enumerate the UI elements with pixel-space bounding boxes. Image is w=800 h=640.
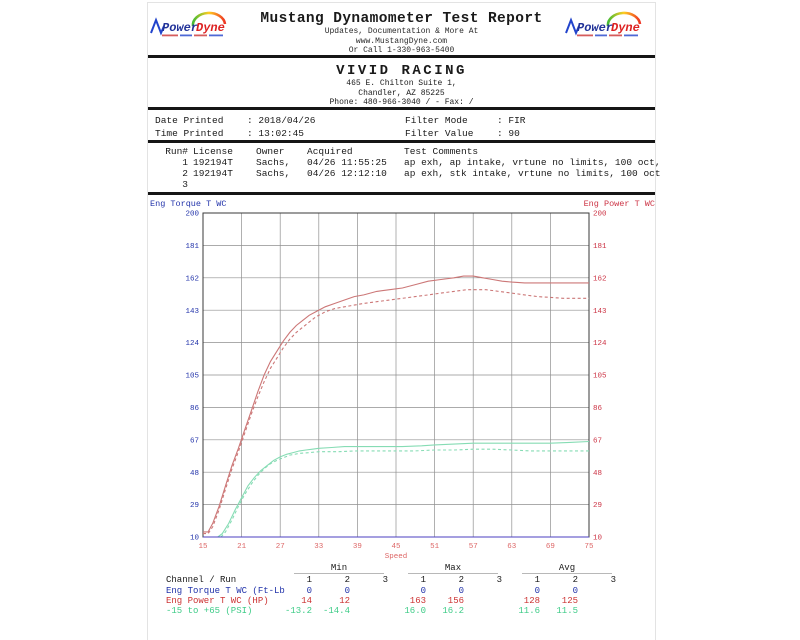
stats-value: 1	[534, 575, 540, 586]
stats-value: 1	[420, 575, 426, 586]
filter-value-value: : 90	[497, 127, 520, 139]
stats-value: 3	[610, 575, 616, 586]
stats-value: 0	[306, 585, 312, 596]
shop-address-2: Chandler, AZ 85225	[358, 88, 445, 98]
stats-value: 0	[458, 585, 464, 596]
x-tick-label: 51	[430, 543, 440, 551]
run-comments	[404, 179, 655, 190]
stats-value	[582, 606, 620, 616]
left-y-tick-label: 143	[185, 307, 199, 316]
run-comments: ap exh, stk intake, vrtune no limits, 100 oct	[404, 168, 661, 179]
stats-value	[354, 596, 392, 606]
run-run: 2	[182, 168, 188, 179]
run-acquired: 04/26 12:12:10	[307, 168, 387, 179]
right-y-tick-label: 162	[593, 275, 607, 284]
run-owner: Sachs,	[256, 157, 291, 168]
right-y-tick-label: 86	[593, 405, 603, 413]
stats-value: 11.6	[518, 606, 540, 617]
stats-value: 156	[447, 595, 464, 606]
shop-phone-fax: Phone: 480-966-3040 / - Fax: /	[329, 98, 474, 107]
series-boost-psi-run-1	[218, 442, 589, 538]
stats-value: 0	[534, 585, 540, 596]
stats-value: -13.2	[284, 606, 312, 617]
stats-value	[468, 596, 506, 606]
dyno-chart	[148, 195, 657, 563]
shop-block	[148, 58, 655, 107]
x-tick-label: 75	[584, 543, 594, 551]
run-owner: Sachs,	[256, 168, 291, 179]
runs-header-owner: Owner	[256, 146, 285, 157]
runs-body	[148, 157, 661, 190]
stats-group-header: Avg	[522, 563, 612, 574]
powerdyne-logo-left	[148, 11, 240, 41]
filter-mode-value: : FIR	[497, 115, 526, 126]
run-license: 192194T	[193, 157, 233, 168]
right-axis-title: Eng Power T WC	[583, 199, 655, 209]
x-tick-label: 69	[545, 543, 555, 551]
stats-row-label: Eng Torque T WC (Ft-Lb	[166, 585, 285, 596]
right-y-tick-label: 200	[593, 210, 607, 219]
run-owner	[256, 179, 302, 190]
run-acquired	[307, 179, 399, 190]
right-y-tick-label: 67	[593, 437, 603, 446]
series-boost-psi-run-2	[221, 449, 589, 537]
right-y-tick-label: 181	[593, 243, 607, 251]
stats-value	[468, 606, 506, 616]
left-y-tick-label: 124	[185, 340, 199, 349]
filter-mode-label: Filter Mode	[405, 115, 468, 126]
stats-value: 0	[344, 585, 350, 596]
stats-value	[354, 586, 392, 596]
x-tick-label: 45	[391, 543, 401, 551]
report-subtitle-url: www.MustangDyne.com	[355, 36, 448, 46]
right-y-tick-label: 124	[593, 340, 607, 349]
stats-value: 11.5	[556, 606, 578, 617]
runs-header-acquired: Acquired	[307, 146, 353, 157]
powerdyne-logo-right	[563, 11, 655, 41]
stats-value	[354, 606, 392, 616]
right-y-tick-label: 29	[593, 502, 603, 511]
run-acquired: 04/26 11:55:25	[307, 157, 387, 168]
run-row	[148, 157, 661, 168]
stats-value: 0	[572, 585, 578, 596]
run-license	[193, 179, 251, 190]
right-y-tick-label: 143	[593, 307, 607, 316]
stats-value	[582, 586, 620, 596]
left-y-tick-label: 86	[189, 405, 199, 413]
report-subtitle-1: Updates, Documentation & More At	[324, 27, 479, 36]
stats-value: 16.2	[442, 606, 464, 617]
left-y-tick-label: 105	[185, 372, 199, 381]
left-y-tick-label: 48	[189, 469, 199, 478]
run-comments: ap exh, ap intake, vrtune no limits, 100 oct,	[404, 157, 661, 168]
run-run: 3	[182, 179, 188, 190]
stats-value: -14.4	[322, 606, 350, 617]
stats-value: 163	[409, 595, 426, 606]
right-y-tick-label: 105	[593, 372, 607, 381]
x-tick-label: 15	[198, 543, 208, 551]
logo-power-text: Power	[162, 21, 199, 35]
stats-value: 16.0	[404, 606, 426, 617]
stats-value: 3	[382, 575, 388, 586]
left-y-tick-label: 162	[185, 275, 199, 284]
time-printed-value: : 13:02:45	[247, 127, 305, 139]
dyno-chart-section	[148, 195, 655, 563]
stats-value: 3	[496, 575, 502, 586]
left-y-tick-label: 29	[189, 502, 199, 511]
report-page	[147, 2, 661, 640]
logo-dyne-text: Dyne	[196, 21, 225, 35]
stats-value: 12	[339, 595, 350, 606]
x-tick-label: 33	[314, 543, 324, 551]
stats-value: 1	[306, 575, 312, 586]
date-printed-label: Date Printed	[155, 115, 224, 126]
filter-value-label: Filter Value	[405, 127, 474, 139]
x-tick-label: 39	[352, 543, 362, 551]
x-tick-label: 27	[275, 543, 285, 551]
run-row	[148, 179, 655, 190]
stats-value: 2	[458, 575, 464, 586]
run-run: 1	[182, 157, 188, 168]
stats-row-label: -15 to +65 (PSI)	[166, 606, 253, 617]
print-info	[148, 110, 655, 140]
left-y-tick-label: 67	[189, 437, 199, 446]
left-y-tick-label: 10	[189, 534, 199, 543]
logo-dyne-text: Dyne	[611, 21, 640, 35]
stats-value: 125	[561, 595, 578, 606]
report-header	[148, 11, 655, 55]
stats-table	[148, 563, 655, 616]
date-printed-value: : 2018/04/26	[247, 115, 316, 126]
stats-corner	[148, 563, 278, 575]
stats-grid	[148, 563, 655, 616]
x-tick-label: 57	[468, 543, 478, 551]
stats-row-label: Eng Power T WC (HP)	[166, 595, 269, 606]
runs-table	[148, 143, 661, 192]
x-axis-title: Speed	[384, 553, 408, 561]
stats-value: 2	[344, 575, 350, 586]
run-row	[148, 168, 661, 179]
runs-header-run: Run#	[165, 146, 188, 157]
x-tick-label: 63	[507, 543, 517, 551]
runs-header-comments: Test Comments	[404, 146, 479, 157]
stats-value: 14	[301, 595, 312, 606]
right-y-tick-label: 10	[593, 534, 603, 543]
x-tick-label: 21	[237, 543, 247, 551]
right-y-tick-label: 48	[593, 469, 603, 478]
stats-group-header: Min	[294, 563, 384, 574]
stats-value: 128	[523, 595, 540, 606]
time-printed-label: Time Printed	[155, 127, 224, 139]
stats-row-label: Channel / Run	[166, 575, 237, 586]
stats-value: 2	[572, 575, 578, 586]
logo-power-text: Power	[577, 21, 614, 35]
left-y-tick-label: 200	[185, 210, 199, 219]
shop-name: VIVID RACING	[336, 63, 467, 79]
runs-header-row	[148, 146, 655, 157]
run-license: 192194T	[193, 168, 233, 179]
stats-value: 0	[420, 585, 426, 596]
shop-address-1: 465 E. Chilton Suite 1,	[346, 79, 457, 88]
report-subtitle-phone: Or Call 1-330-963-5400	[348, 46, 455, 55]
report-title: Mustang Dynamometer Test Report	[260, 11, 543, 27]
left-y-tick-label: 181	[185, 243, 199, 251]
runs-header-license: License	[193, 146, 233, 157]
stats-value	[468, 586, 506, 596]
stats-group-header: Max	[408, 563, 498, 574]
left-axis-title: Eng Torque T WC	[150, 199, 227, 209]
stats-value	[582, 596, 620, 606]
